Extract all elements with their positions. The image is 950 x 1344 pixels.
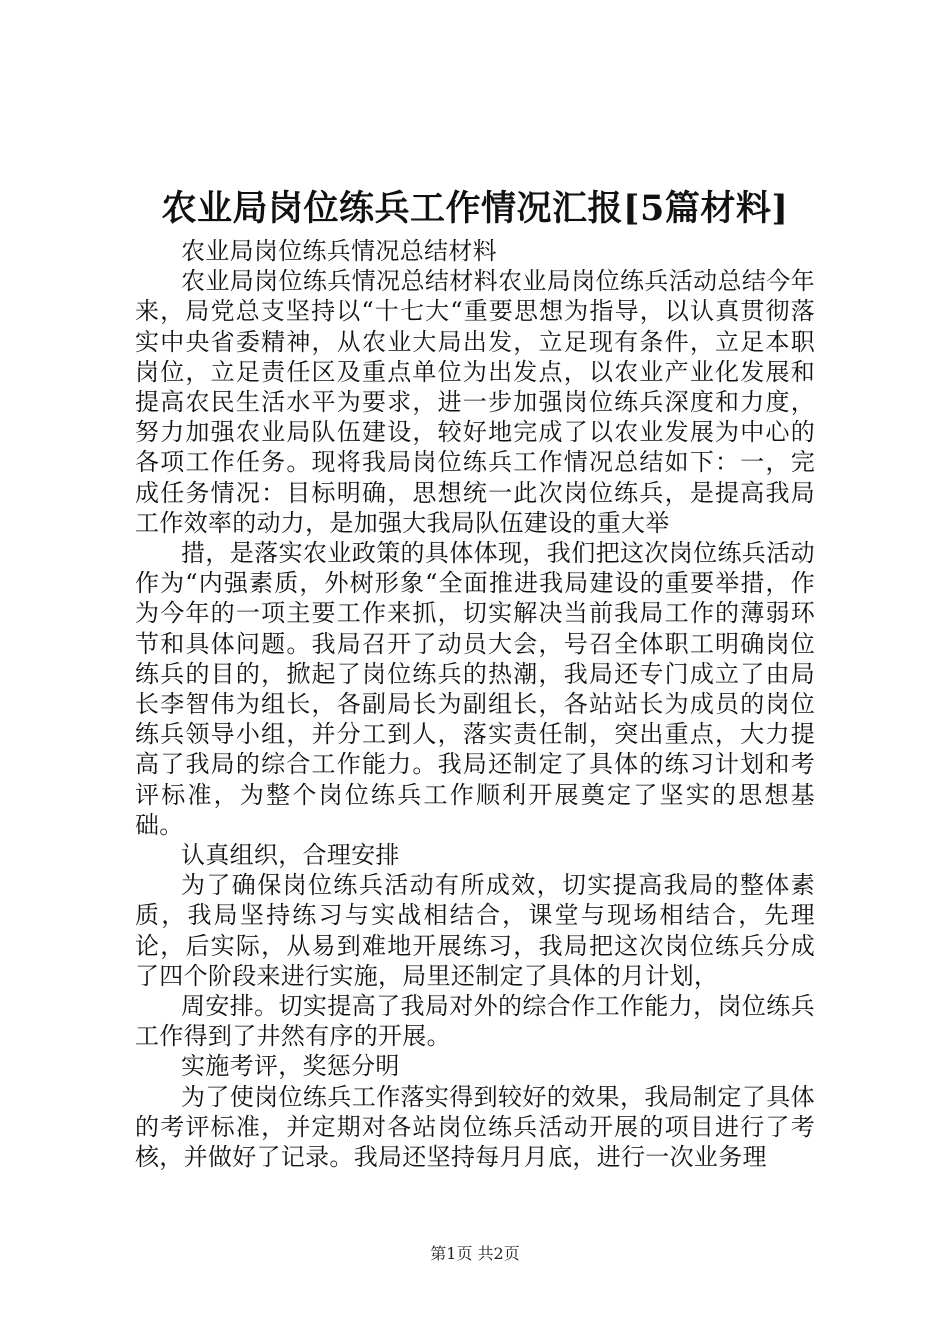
paragraph-3: 措，是落实农业政策的具体体现，我们把这次岗位练兵活动作为“内强素质，外树形象“全面推进我局建设的重要举措，作为今年的一项主要工作来抓，切实解决当前我局工作的薄弱环节和具体问题。我局召开了动员大会，号召全体职工明确岗位练兵的目的，掀起了岗位练兵的热潮，我局还专门成立了由局长李智伟为组长，各副局长为副组长，各站站长为成员的岗位练兵领导小组，并分工到人，落实责任制，突出重点，大力提高了我局的综合工作能力。我局还制定了具体的练习计划和考评标准，为整个岗位练兵工作顺利开展奠定了坚实的思想基础。	[135, 539, 815, 839]
section-heading-evaluation: 实施考评，奖惩分明	[181, 1052, 400, 1081]
paragraph-2: 农业局岗位练兵情况总结材料农业局岗位练兵活动总结今年来，局党总支坚持以“十七大“重要思想为指导，以认真贯彻落实中央省委精神，从农业大局出发，立足现有条件，立足本职岗位，立足责任区及重点单位为出发点，以农业产业化发展和提高农民生活水平为要求，进一步加强岗位练兵深度和力度，努力加强农业局队伍建设，较好地完成了以农业发展为中心的各项工作任务。现将我局岗位练兵工作情况总结如下：一，完成任务情况：目标明确，思想统一此次岗位练兵，是提高我局工作效率的动力，是加强大我局队伍建设的重大举	[135, 267, 815, 537]
paragraph-5: 为了确保岗位练兵活动有所成效，切实提高我局的整体素质，我局坚持练习与实战相结合，课堂与现场相结合，先理论，后实际，从易到难地开展练习，我局把这次岗位练兵分成了四个阶段来进行实施，局里还制定了具体的月计划，	[135, 871, 815, 990]
section-heading-organize: 认真组织，合理安排	[181, 841, 400, 870]
document-title: 农业局岗位练兵工作情况汇报[5篇材料]	[161, 188, 789, 229]
paragraph-8: 为了使岗位练兵工作落实得到较好的效果，我局制定了具体的考评标准，并定期对各站岗位练兵活动开展的项目进行了考核，并做好了记录。我局还坚持每月月底，进行一次业务理	[135, 1082, 815, 1172]
document-body	[135, 236, 815, 1172]
paragraph-6: 周安排。切实提高了我局对外的综合作工作能力，岗位练兵工作得到了井然有序的开展。	[135, 992, 815, 1051]
paragraph-1: 农业局岗位练兵情况总结材料	[181, 237, 497, 265]
page-footer: 第1页 共2页	[430, 1244, 520, 1263]
